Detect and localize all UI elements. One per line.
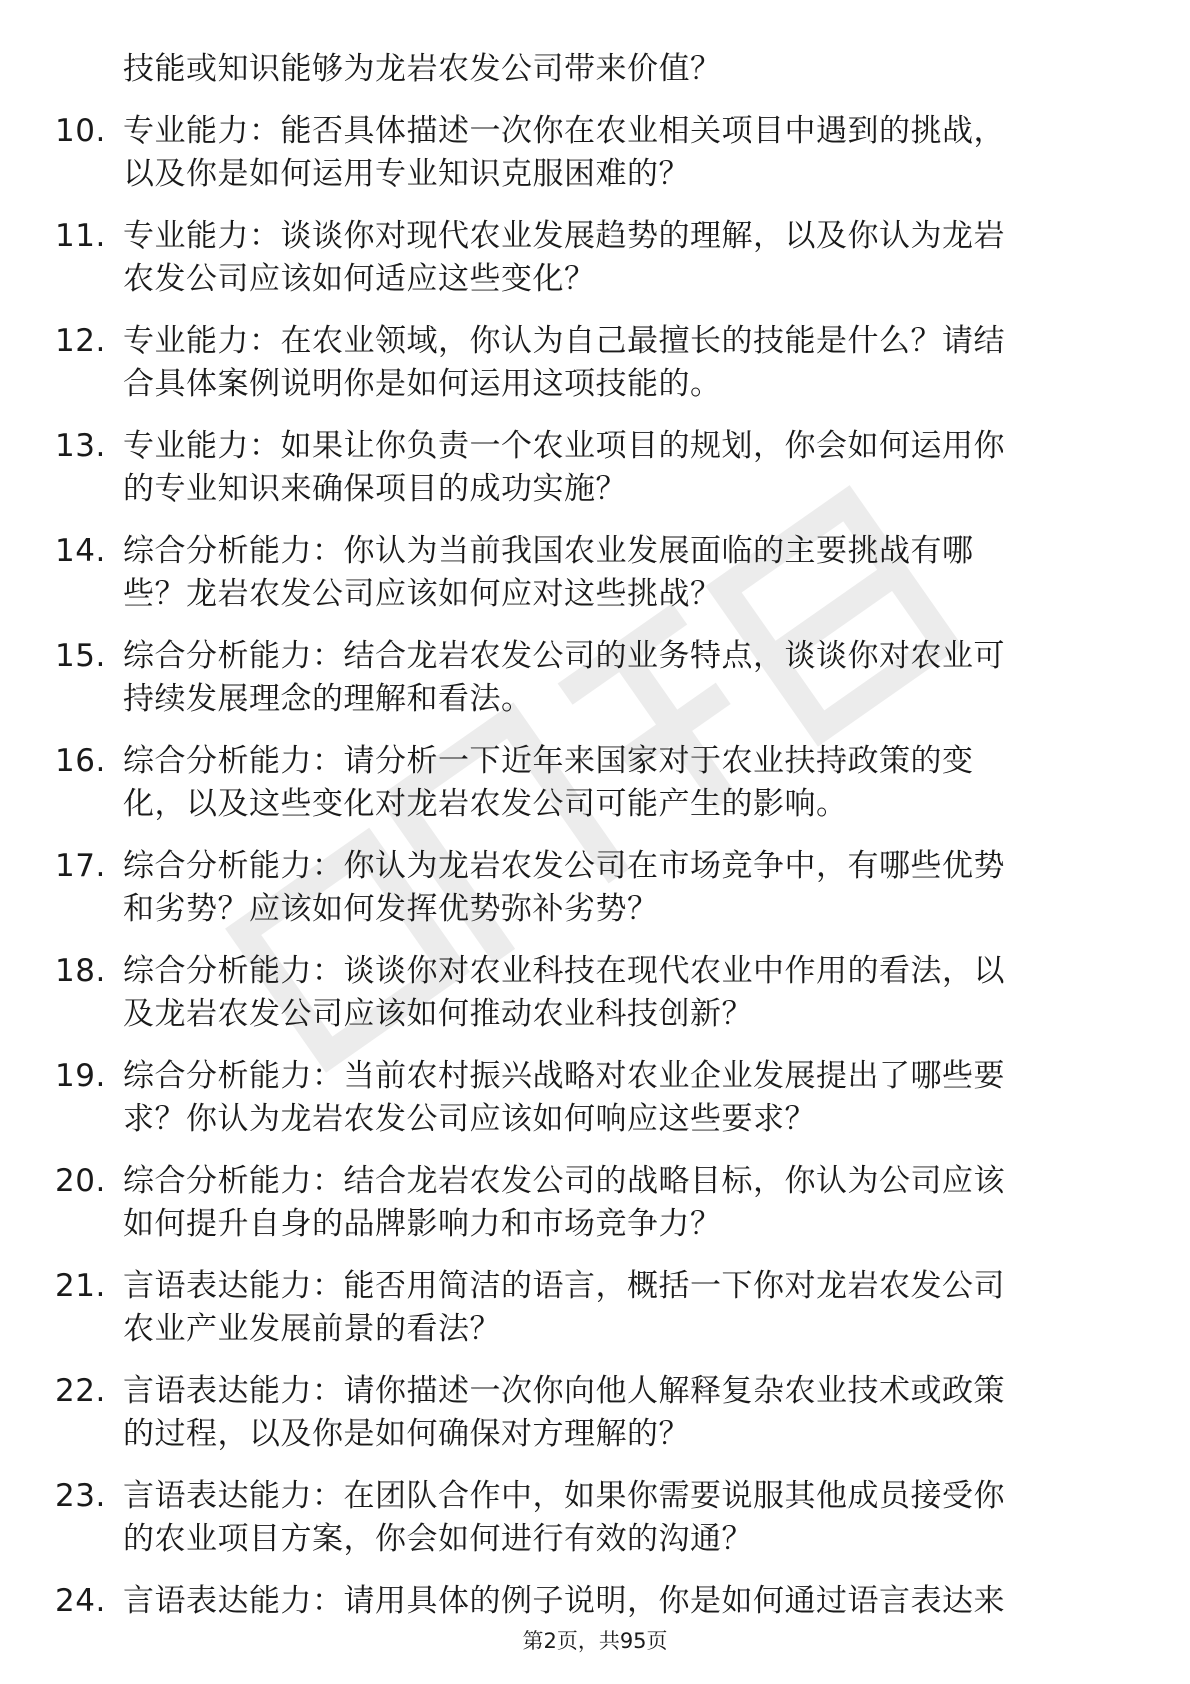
question-number: 11. <box>55 218 106 254</box>
question-text-line: 言语表达能力：请你描述一次你向他人解释复杂农业技术或政策 <box>123 1373 1005 1409</box>
question-item <box>55 845 1145 931</box>
question-text <box>123 1370 1145 1456</box>
question-number: 22. <box>55 1373 106 1409</box>
question-number: 10. <box>55 113 106 149</box>
page-footer: 第2页，共95页 <box>522 1629 668 1653</box>
question-number: 23. <box>55 1478 106 1514</box>
question-text-line: 农发公司应该如何适应这些变化？ <box>123 261 596 297</box>
question-text <box>123 1055 1145 1141</box>
question-text <box>123 425 1145 511</box>
question-text-line: 专业能力：在农业领域，你认为自己最擅长的技能是什么？请结 <box>123 323 1005 359</box>
question-text <box>123 530 1145 616</box>
question-item <box>55 215 1145 301</box>
question-number: 20. <box>55 1163 106 1199</box>
question-number: 14. <box>55 533 106 569</box>
question-text-line: 综合分析能力：谈谈你对农业科技在现代农业中作用的看法，以 <box>123 953 1005 989</box>
question-text <box>123 1160 1145 1246</box>
question-text-line: 持续发展理念的理解和看法。 <box>123 681 533 717</box>
question-text-line: 综合分析能力：你认为龙岩农发公司在市场竞争中，有哪些优势 <box>123 848 1005 884</box>
question-number: 18. <box>55 953 106 989</box>
question-text-line: 综合分析能力：结合龙岩农发公司的战略目标，你认为公司应该 <box>123 1163 1005 1199</box>
question-text <box>123 845 1145 931</box>
question-text-line: 化，以及这些变化对龙岩农发公司可能产生的影响。 <box>123 786 848 822</box>
question-text <box>123 110 1145 196</box>
question-text-line: 综合分析能力：结合龙岩农发公司的业务特点，谈谈你对农业可 <box>123 638 1005 674</box>
question-text <box>123 320 1145 406</box>
question-text-line: 言语表达能力：在团队合作中，如果你需要说服其他成员接受你 <box>123 1478 1005 1514</box>
question-text-line: 言语表达能力：能否用简洁的语言，概括一下你对龙岩农发公司 <box>123 1268 1005 1304</box>
question-text-line: 言语表达能力：请用具体的例子说明，你是如何通过语言表达来 <box>123 1583 1005 1619</box>
question-text-line: 些？龙岩农发公司应该如何应对这些挑战？ <box>123 576 722 612</box>
question-text <box>123 215 1145 301</box>
question-number: 13. <box>55 428 106 464</box>
question-text <box>123 1580 1145 1623</box>
question-text-line: 农业产业发展前景的看法？ <box>123 1311 501 1347</box>
question-text-line: 如何提升自身的品牌影响力和市场竞争力？ <box>123 1206 722 1242</box>
question-text-line: 专业能力：谈谈你对现代农业发展趋势的理解，以及你认为龙岩 <box>123 218 1005 254</box>
question-item <box>55 1580 1145 1623</box>
question-item <box>55 1160 1145 1246</box>
question-text-line: 的农业项目方案，你会如何进行有效的沟通？ <box>123 1521 753 1557</box>
question-item <box>55 110 1145 196</box>
question-item <box>55 530 1145 616</box>
question-item <box>55 635 1145 721</box>
question-text-line: 及龙岩农发公司应该如何推动农业科技创新？ <box>123 996 753 1032</box>
question-text <box>123 1475 1145 1561</box>
question-number: 12. <box>55 323 106 359</box>
question-text-line: 合具体案例说明你是如何运用这项技能的。 <box>123 366 722 402</box>
question-text <box>123 635 1145 721</box>
question-text-line: 求？你认为龙岩农发公司应该如何响应这些要求？ <box>123 1101 816 1137</box>
question-text-line: 专业能力：如果让你负责一个农业项目的规划，你会如何运用你 <box>123 428 1005 464</box>
question-number: 19. <box>55 1058 106 1094</box>
question-number: 16. <box>55 743 106 779</box>
question-text-line: 和劣势？应该如何发挥优势弥补劣势？ <box>123 891 659 927</box>
question-item <box>55 425 1145 511</box>
question-number: 21. <box>55 1268 106 1304</box>
question-item <box>55 950 1145 1036</box>
question-list <box>55 48 1145 1623</box>
question-text-line: 的专业知识来确保项目的成功实施？ <box>123 471 627 507</box>
question-text <box>123 740 1145 826</box>
question-text <box>123 950 1145 1036</box>
question-text-line: 综合分析能力：你认为当前我国农业发展面临的主要挑战有哪 <box>123 533 974 569</box>
question-text-line: 综合分析能力：请分析一下近年来国家对于农业扶持政策的变 <box>123 743 974 779</box>
question-text-line: 综合分析能力：当前农村振兴战略对农业企业发展提出了哪些要 <box>123 1058 1005 1094</box>
question-item <box>55 320 1145 406</box>
question-number: 24. <box>55 1583 106 1619</box>
question-item <box>55 740 1145 826</box>
question-number: 17. <box>55 848 106 884</box>
question-item <box>55 1475 1145 1561</box>
continued-question-text: 技能或知识能够为龙岩农发公司带来价值？ <box>123 51 722 87</box>
question-text-line: 以及你是如何运用专业知识克服困难的？ <box>123 156 690 192</box>
question-item <box>55 1370 1145 1456</box>
question-text-line: 的过程，以及你是如何确保对方理解的？ <box>123 1416 690 1452</box>
question-item <box>55 1265 1145 1351</box>
question-number: 15. <box>55 638 106 674</box>
question-item <box>55 1055 1145 1141</box>
question-text-line: 专业能力：能否具体描述一次你在农业相关项目中遇到的挑战， <box>123 113 1005 149</box>
question-text <box>123 1265 1145 1351</box>
